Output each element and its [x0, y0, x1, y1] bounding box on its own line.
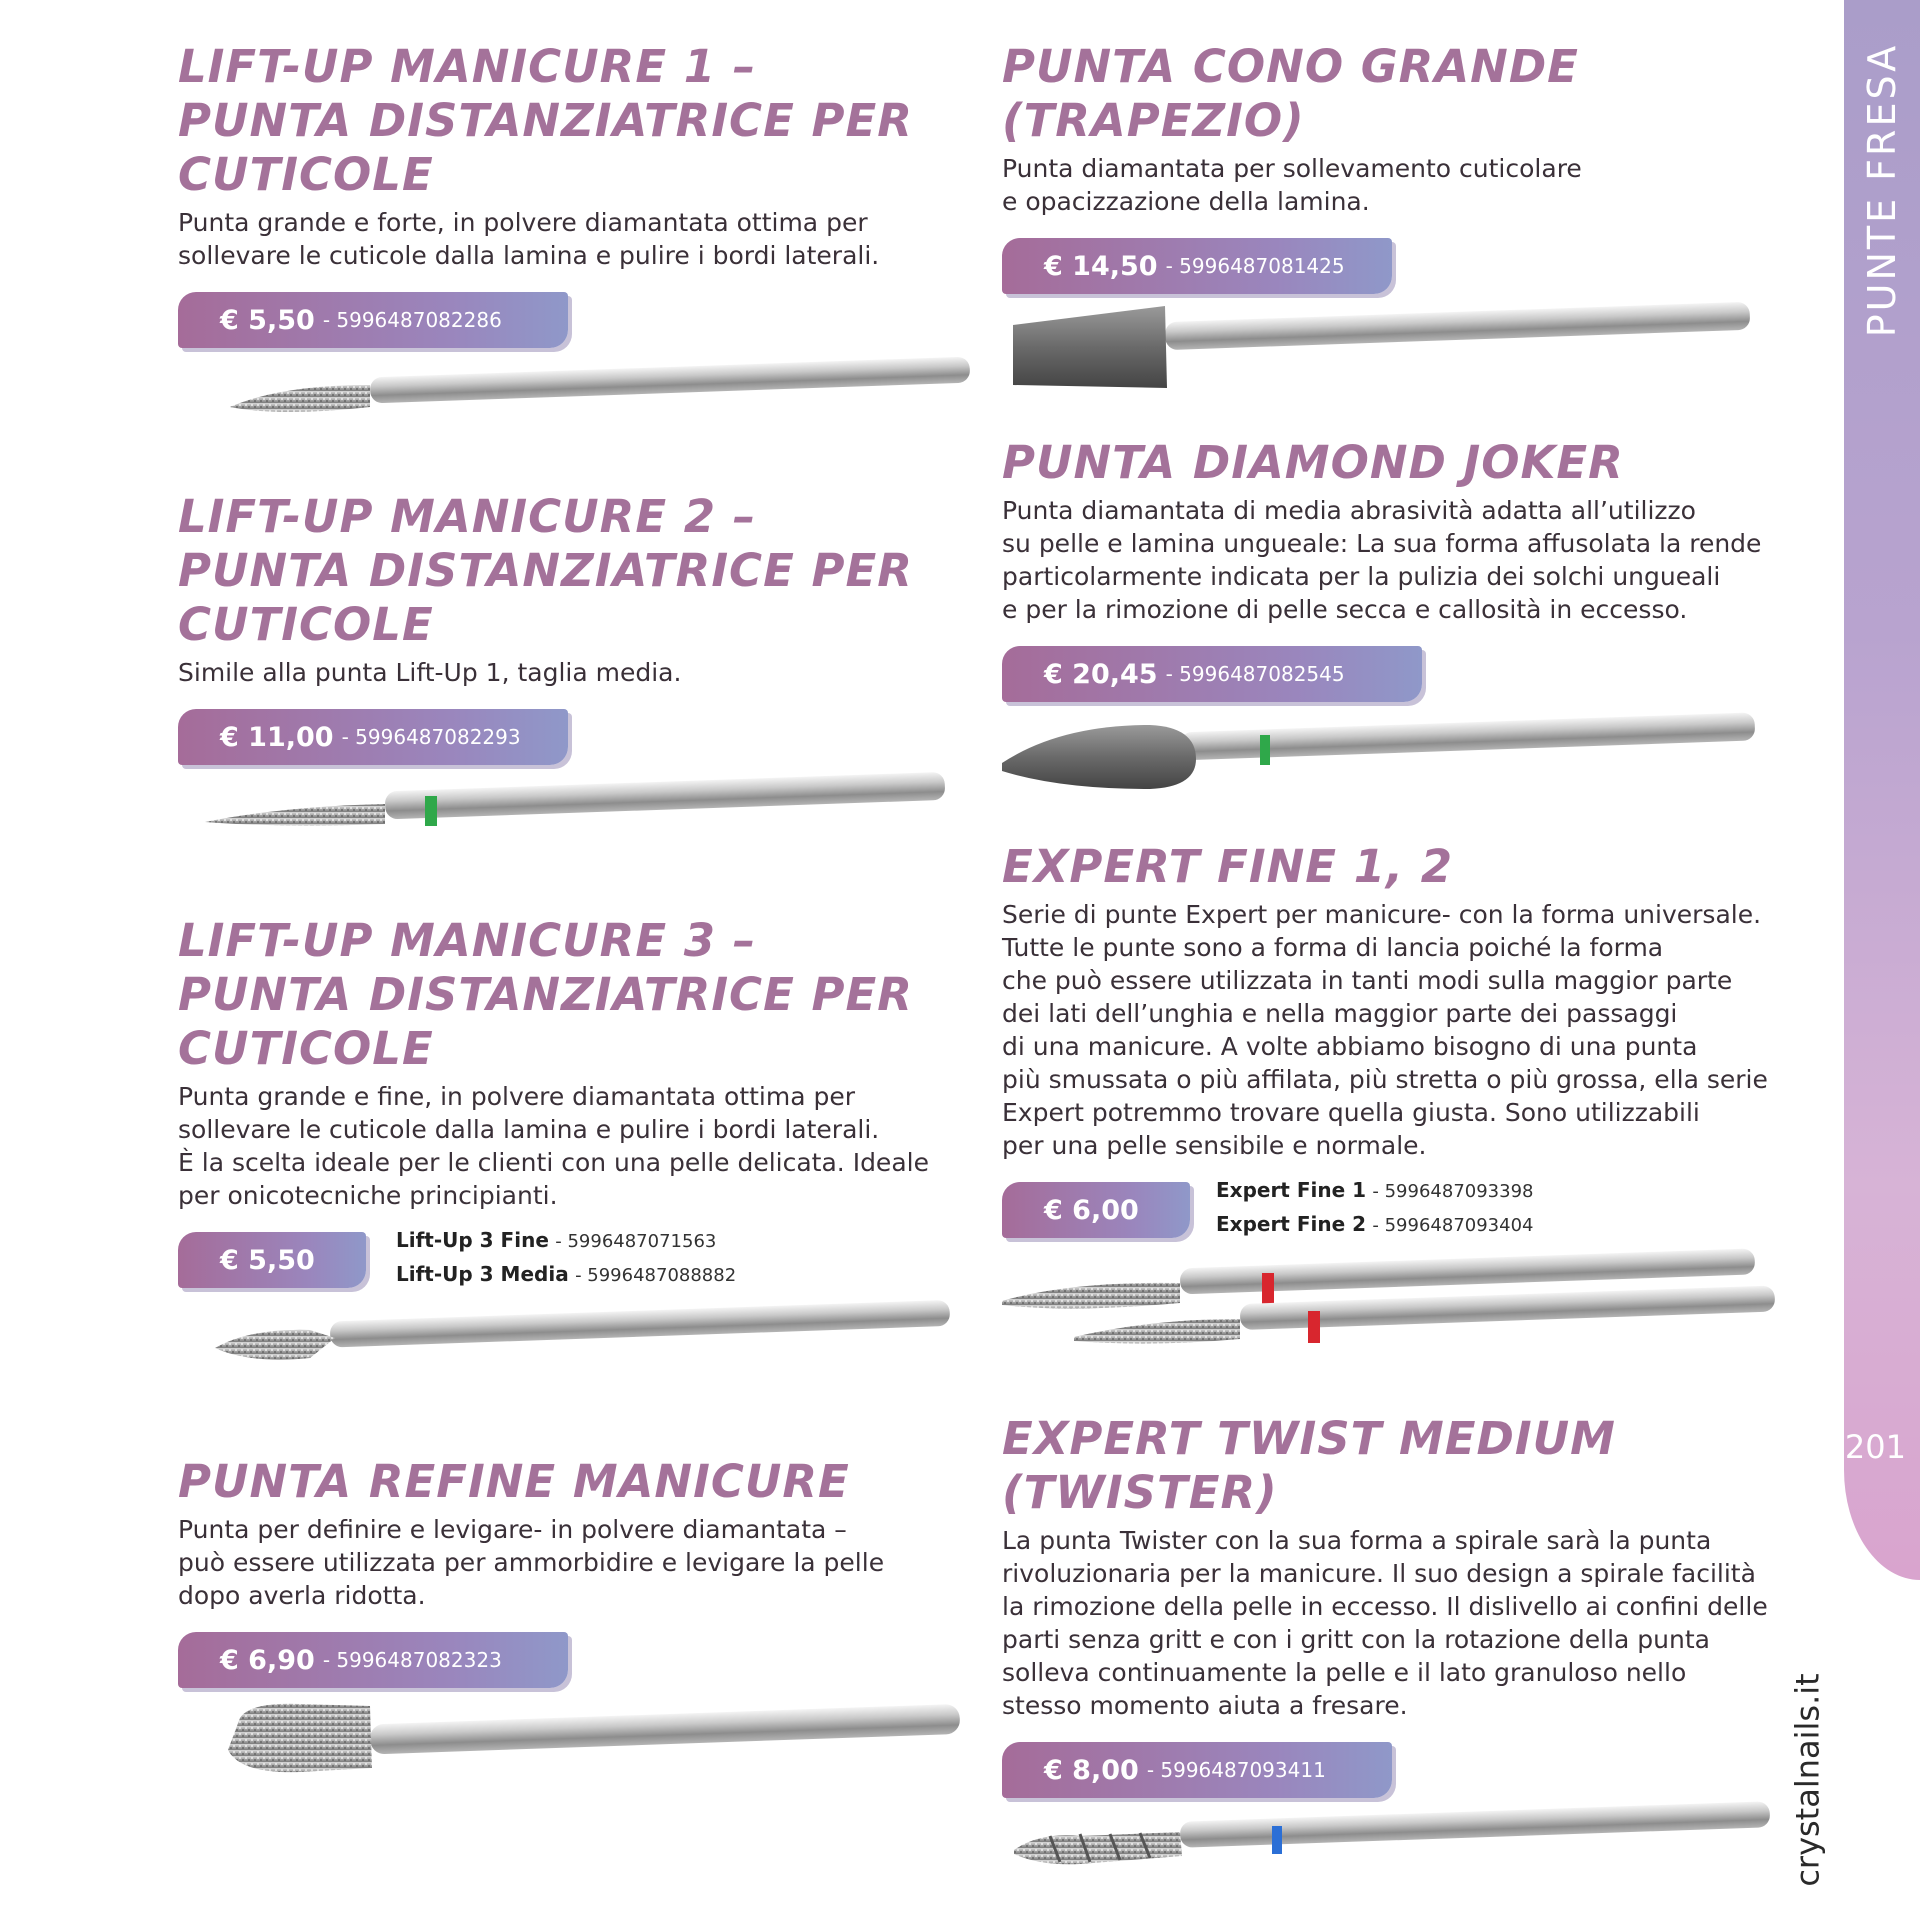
drill-bit-images: [1000, 1245, 1790, 1360]
price-tag: € 6,90 - 5996487082323: [178, 1632, 568, 1688]
price-tag: € 11,00 - 5996487082293: [178, 709, 568, 765]
price-tag: € 5,50 - 5996487082286: [178, 292, 568, 348]
product-description: La punta Twister con la sua forma a spirale sarà la punta rivoluzionaria per la manicure. Il suo design a spirale facilità la rimozione della pelle in eccesso. Il dislivello ai confini delle parti senza gritt e con i gritt con la rotazione della punta solleva continuamente la pelle e il lato granuloso nello stesso momento aiuta a fresare.: [1002, 1526, 1768, 1720]
product-expert-twist: [1002, 1412, 1802, 1812]
product-title: EXPERT FINE 1, 2: [1002, 840, 1454, 893]
price-tag: € 6,00: [1002, 1182, 1190, 1238]
price-tag: € 5,50: [178, 1232, 366, 1288]
drill-bit-image: [1005, 290, 1765, 400]
product-title: EXPERT TWIST MEDIUM (TWISTER): [1002, 1412, 1616, 1519]
product-title: LIFT-UP MANICURE 2 – PUNTA DISTANZIATRICE PER CUTICOLE: [178, 490, 913, 651]
drill-bit-image: [220, 355, 980, 425]
variant-codes: Lift-Up 3 Fine - 5996487071563 Lift-Up 3 Media - 5996487088882: [396, 1228, 737, 1286]
price-tag: € 20,45 - 5996487082545: [1002, 646, 1422, 702]
section-label: PUNTE FRESA: [1860, 42, 1904, 338]
product-refine-manicure: [178, 1455, 958, 1702]
price-tag: € 8,00 - 5996487093411: [1002, 1742, 1392, 1798]
product-title: LIFT-UP MANICURE 1 – PUNTA DISTANZIATRICE PER CUTICOLE: [178, 40, 913, 201]
product-title: PUNTA REFINE MANICURE: [178, 1455, 850, 1508]
website-label: crystalnails.it: [1788, 1673, 1827, 1887]
product-description: Punta grande e forte, in polvere diamantata ottima per sollevare le cuticole dalla lamina e pulire i bordi laterali.: [178, 208, 880, 270]
product-description: Simile alla punta Lift-Up 1, taglia media.: [178, 658, 682, 687]
page-number: 201: [1844, 1428, 1906, 1466]
price-tag: € 14,50 - 5996487081425: [1002, 238, 1392, 294]
variant-codes: Expert Fine 1 - 5996487093398 Expert Fine 2 - 5996487093404: [1216, 1178, 1534, 1236]
product-title: LIFT-UP MANICURE 3 – PUNTA DISTANZIATRICE PER CUTICOLE: [178, 914, 913, 1075]
product-lift-up-3: [178, 914, 958, 1302]
drill-bit-image: [1010, 1800, 1780, 1870]
product-diamond-joker: [1002, 436, 1782, 716]
drill-bit-image: [210, 1300, 960, 1370]
product-expert-fine: [1002, 840, 1802, 1252]
product-description: Punta grande e fine, in polvere diamantata ottima per sollevare le cuticole dalla lamina e pulire i bordi laterali. È la scelta ideale per le clienti con una pelle delicata. Ideale per onicotecniche principianti.: [178, 1082, 929, 1210]
drill-bit-image: [220, 1690, 970, 1790]
product-title: PUNTA CONO GRANDE (TRAPEZIO): [1002, 40, 1579, 147]
product-description: Punta diamantata di media abrasività adatta all’utilizzo su pelle e lamina ungueale: La sua forma affusolata la rende particolarmente indicata per la pulizia dei solchi ungueali e per la rimozione di pelle secca e callosità in eccesso.: [1002, 496, 1762, 624]
sidebar-tab: [1844, 0, 1920, 1580]
drill-bit-image: [205, 770, 955, 840]
product-description: Punta diamantata per sollevamento cuticolare e opacizzazione della lamina.: [1002, 154, 1582, 216]
drill-bit-image: [1000, 705, 1770, 795]
product-lift-up-1: [178, 40, 958, 362]
product-cono-grande: [1002, 40, 1782, 308]
product-description: Serie di punte Expert per manicure- con la forma universale. Tutte le punte sono a forma di lancia poiché la forma che può essere utilizzata in tanti modi sulla maggior parte dei lati dell’unghia e nella maggior parte dei passaggi di una manicure. A volte abbiamo bisogno di una punta più smussata o più affilata, più stretta o più grossa, ella serie Expert potremmo trovare quella giusta. Sono utilizzabili per una pelle sensibile e normale.: [1002, 900, 1768, 1160]
product-lift-up-2: [178, 490, 958, 779]
product-title: PUNTA DIAMOND JOKER: [1002, 436, 1624, 489]
product-description: Punta per definire e levigare- in polvere diamantata – può essere utilizzata per ammorbidire e levigare la pelle dopo averla ridotta.: [178, 1515, 885, 1610]
